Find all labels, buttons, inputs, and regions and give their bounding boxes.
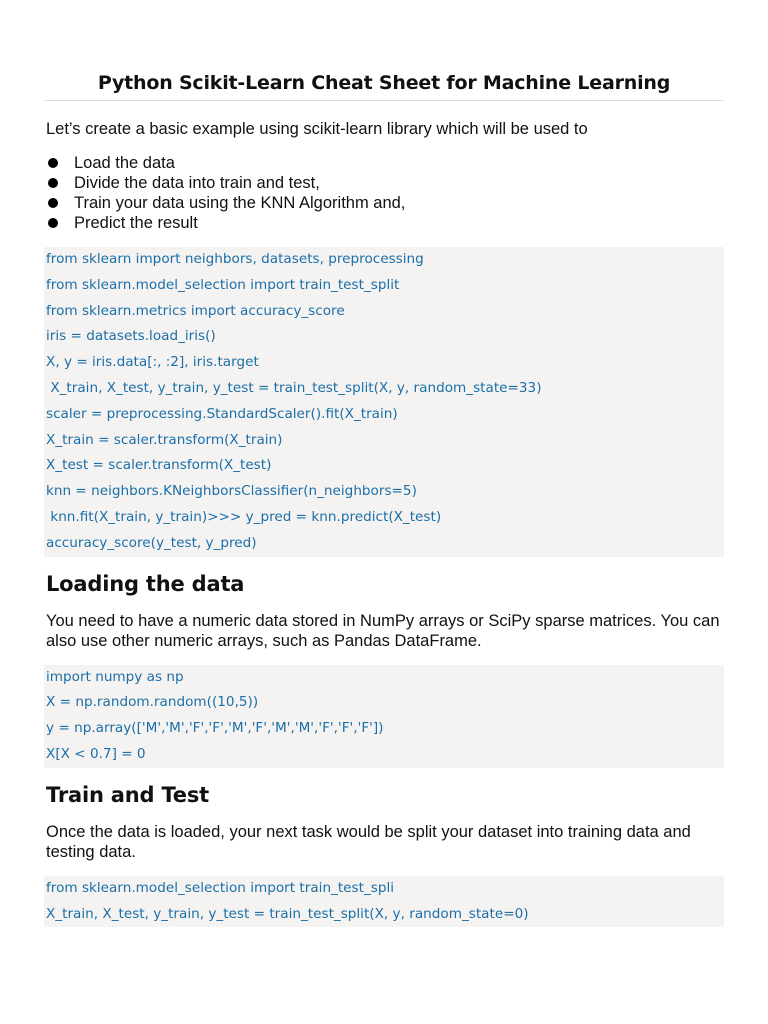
bullet-icon (48, 158, 58, 168)
code-line: X, y = iris.data[:, :2], iris.target (46, 354, 259, 371)
code-line: knn = neighbors.KNeighborsClassifier(n_neighbors=5) (46, 483, 417, 500)
code-line: X_train, X_test, y_train, y_test = train_test_split(X, y, random_state=33) (46, 379, 542, 396)
code-line: X[X < 0.7] = 0 (46, 745, 146, 762)
code-line: from sklearn.metrics import accuracy_score (46, 302, 345, 319)
code-line: scaler = preprocessing.StandardScaler().fit(X_train) (46, 405, 398, 422)
section-heading-loading-data: Loading the data (46, 571, 245, 596)
bullet-icon (48, 178, 58, 188)
list-item (44, 153, 724, 173)
code-block-knn-example (44, 247, 724, 557)
list-item (44, 193, 724, 213)
code-block-numpy (44, 665, 724, 768)
code-line: from sklearn import neighbors, datasets, preprocessing (46, 251, 424, 267)
section-paragraph-train-test: Once the data is loaded, your next task would be split your dataset into training data and testing data. (46, 822, 691, 861)
section-heading-train-test: Train and Test (46, 782, 209, 807)
code-line: X_train = scaler.transform(X_train) (46, 431, 283, 448)
code-line: X_train, X_test, y_train, y_test = train_test_split(X, y, random_state=0) (46, 905, 529, 922)
list-item-text: Divide the data into train and test, (74, 174, 320, 192)
list-item-text: Train your data using the KNN Algorithm and, (74, 194, 406, 212)
code-line: accuracy_score(y_test, y_pred) (46, 534, 257, 551)
code-line: iris = datasets.load_iris() (46, 328, 216, 345)
bullet-icon (48, 198, 58, 208)
code-line: X_test = scaler.transform(X_test) (46, 457, 272, 474)
code-line: from sklearn.model_selection import train_test_spli (46, 879, 395, 896)
document-page (44, 0, 724, 927)
code-line: X = np.random.random((10,5)) (46, 694, 259, 711)
code-line: from sklearn.model_selection import train_test_split (46, 276, 400, 293)
list-item (44, 213, 724, 233)
list-item-text: Predict the result (74, 214, 198, 232)
intro-paragraph: Let’s create a basic example using scikit-learn library which will be used to (46, 120, 588, 138)
bullet-icon (48, 218, 58, 228)
page-title: Python Scikit-Learn Cheat Sheet for Machine Learning (44, 72, 724, 101)
code-line: knn.fit(X_train, y_train)>>> y_pred = knn.predict(X_test) (46, 508, 442, 525)
list-item-text: Load the data (74, 154, 175, 172)
steps-list (44, 153, 724, 233)
code-line: y = np.array(['M','M','F','F','M','F','M','M','F','F','F']) (46, 720, 384, 737)
code-block-train-test-split (44, 876, 724, 928)
section-paragraph-loading-data: You need to have a numeric data stored in NumPy arrays or SciPy sparse matrices. You can also use other numeric arrays, such as Pandas DataFrame. (46, 611, 720, 650)
list-item (44, 173, 724, 193)
code-line: import numpy as np (46, 668, 184, 685)
